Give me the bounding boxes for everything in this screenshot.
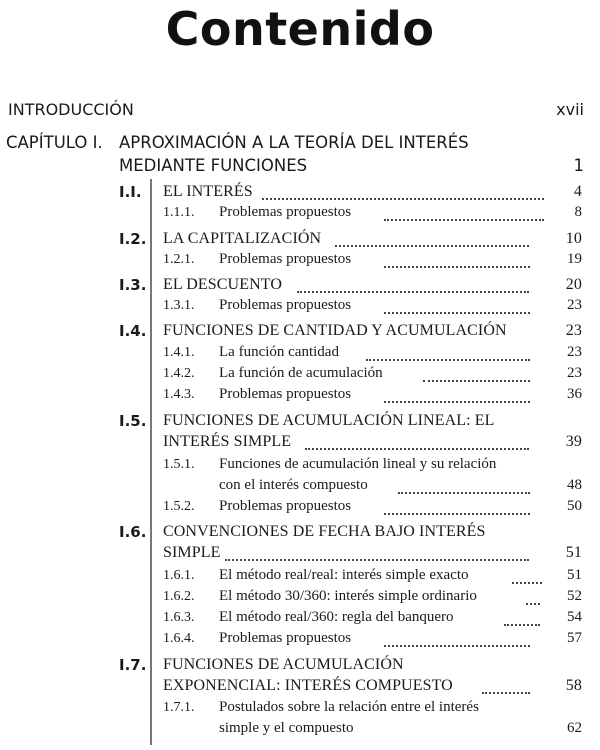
- subsection-title: El método real/real: interés simple exacto: [219, 567, 469, 583]
- section-page: 20: [565, 276, 582, 293]
- dot-leader: [305, 448, 529, 450]
- subsection-page: 57: [567, 630, 582, 646]
- section-number: I.I.: [119, 183, 142, 201]
- section-title-line1: FUNCIONES DE ACUMULACIÓN LINEAL: EL: [163, 412, 495, 429]
- section-page: 23: [565, 322, 582, 339]
- dot-leader: [423, 380, 530, 382]
- section-number: I.5.: [119, 412, 147, 430]
- subsection-page: 48: [567, 477, 582, 493]
- subsection-title: Problemas propuestos: [219, 251, 352, 267]
- subsection-number: 1.6.2.: [163, 589, 195, 604]
- dot-leader: [366, 359, 530, 361]
- subsection-page: 62: [567, 720, 582, 736]
- section-number: I.2.: [119, 230, 147, 248]
- dot-leader: [297, 291, 529, 293]
- section-number: I.7.: [119, 656, 147, 674]
- dot-leader: [384, 219, 544, 221]
- chapter-page: 1: [573, 156, 584, 175]
- section-title-line2: EXPONENCIAL: INTERÉS COMPUESTO: [163, 677, 453, 694]
- subsection-number: 1.2.1.: [163, 252, 195, 267]
- subsection-title: Problemas propuestos: [219, 630, 352, 646]
- chapter-title-line1: APROXIMACIÓN A LA TEORÍA DEL INTERÉS: [119, 133, 469, 152]
- section-rule: [150, 275, 152, 321]
- section-number: I.6.: [119, 523, 147, 541]
- subsection-title: Problemas propuestos: [219, 386, 352, 402]
- section-page: 39: [565, 433, 582, 450]
- subsection-page: 23: [567, 344, 582, 360]
- subsection-number: 1.6.4.: [163, 631, 195, 646]
- subsection-page: 52: [567, 588, 582, 604]
- subsection-page: 54: [567, 609, 582, 625]
- subsection-number: 1.5.1.: [163, 457, 195, 472]
- toc-intro-page: xvii: [556, 100, 584, 119]
- dot-leader: [335, 245, 529, 247]
- section-number: I.4.: [119, 322, 147, 340]
- dot-leader: [384, 513, 530, 515]
- section-page: 51: [565, 544, 582, 561]
- section-rule: [150, 519, 152, 650]
- dot-leader: [398, 492, 530, 494]
- subsection-page: 8: [574, 204, 582, 220]
- page-title: Contenido: [165, 2, 435, 56]
- subsection-title-line1: Postulados sobre la relación entre el interés: [219, 699, 479, 715]
- section-title-line2: INTERÉS SIMPLE: [163, 433, 292, 450]
- subsection-title: Problemas propuestos: [219, 204, 352, 220]
- chapter-number: CAPÍTULO I.: [6, 133, 103, 152]
- subsection-number: 1.4.2.: [163, 366, 195, 381]
- subsection-title-line1: Funciones de acumulación lineal y su relación: [219, 456, 497, 472]
- section-rule: [150, 229, 152, 275]
- dot-leader: [384, 401, 530, 403]
- subsection-title: Problemas propuestos: [219, 297, 352, 313]
- subsection-title-line2: simple y el compuesto: [219, 720, 354, 736]
- dot-leader: [384, 645, 530, 647]
- subsection-title-line2: con el interés compuesto: [219, 477, 368, 493]
- subsection-title: El método real/360: regla del banquero: [219, 609, 454, 625]
- subsection-page: 23: [567, 365, 582, 381]
- section-title: LA CAPITALIZACIÓN: [163, 230, 322, 247]
- section-number: I.3.: [119, 276, 147, 294]
- section-title-line1: CONVENCIONES DE FECHA BAJO INTERÉS: [163, 523, 486, 540]
- subsection-title: El método 30/360: interés simple ordinario: [219, 588, 477, 604]
- subsection-number: 1.6.3.: [163, 610, 195, 625]
- section-title: EL INTERÉS: [163, 183, 253, 200]
- subsection-title: La función de acumulación: [219, 365, 383, 381]
- dot-leader: [262, 198, 544, 200]
- subsection-page: 19: [567, 251, 582, 267]
- subsection-number: 1.7.1.: [163, 700, 195, 715]
- subsection-page: 36: [567, 386, 582, 402]
- section-title: FUNCIONES DE CANTIDAD Y ACUMULACIÓN: [163, 322, 507, 339]
- subsection-page: 23: [567, 297, 582, 313]
- section-title-line1: FUNCIONES DE ACUMULACIÓN: [163, 656, 404, 673]
- subsection-title: Problemas propuestos: [219, 498, 352, 514]
- section-page: 10: [565, 230, 582, 247]
- subsection-number: 1.4.3.: [163, 387, 195, 402]
- subsection-number: 1.3.1.: [163, 298, 195, 313]
- dot-leader: [225, 559, 529, 561]
- toc-intro-label: INTRODUCCIÓN: [8, 100, 134, 119]
- subsection-number: 1.1.1.: [163, 205, 195, 220]
- section-page: 58: [565, 677, 582, 694]
- section-title-line2: SIMPLE: [163, 544, 221, 561]
- subsection-page: 51: [567, 567, 582, 583]
- dot-leader: [384, 312, 530, 314]
- section-rule: [150, 179, 152, 229]
- subsection-number: 1.6.1.: [163, 568, 195, 583]
- dot-leader: [482, 692, 530, 694]
- section-page: 4: [573, 183, 582, 200]
- dot-leader: [384, 266, 530, 268]
- subsection-title: La función cantidad: [219, 344, 339, 360]
- section-rule: [150, 409, 152, 519]
- subsection-number: 1.5.2.: [163, 499, 195, 514]
- section-rule: [150, 321, 152, 409]
- subsection-number: 1.4.1.: [163, 345, 195, 360]
- section-title: EL DESCUENTO: [163, 276, 282, 293]
- chapter-title-line2: MEDIANTE FUNCIONES: [119, 156, 308, 175]
- subsection-page: 50: [567, 498, 582, 514]
- section-rule: [150, 650, 152, 745]
